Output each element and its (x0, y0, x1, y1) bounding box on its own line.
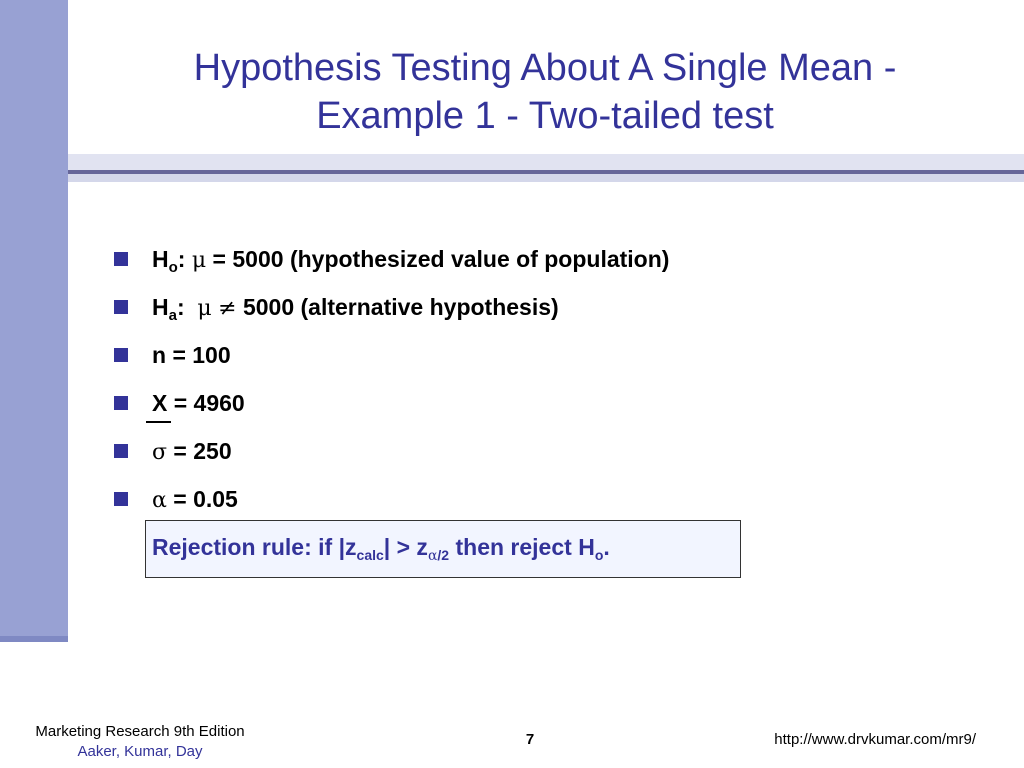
footer-book-title: Marketing Research 9th Edition (35, 723, 245, 740)
h-letter: H (152, 246, 169, 272)
square-bullet-icon (114, 348, 128, 362)
null-hypothesis-text: = 5000 (hypothesized value of population) (206, 246, 670, 272)
bullet-text (152, 240, 669, 280)
colon: : (176, 294, 185, 320)
bullet-text (152, 480, 238, 520)
square-bullet-icon (114, 396, 128, 410)
sample-size-text: n = 100 (152, 342, 231, 368)
sigma-symbol: σ (152, 440, 168, 465)
square-bullet-icon (114, 300, 128, 314)
std-dev-value: = 250 (167, 438, 232, 464)
footer-book-info (20, 722, 260, 762)
rule-prefix: Rejection rule: if |z (152, 534, 357, 560)
rule-period: . (603, 534, 610, 560)
rule-suffix: then reject H (449, 534, 595, 560)
title-divider-light (68, 154, 1024, 170)
title-divider-light-lower (68, 174, 1024, 182)
slide-title (110, 44, 980, 140)
page-number: 7 (525, 731, 535, 748)
footer-authors: Aaker, Kumar, Day (77, 743, 203, 760)
left-decorative-bar (0, 0, 68, 642)
rule-middle: | > z (383, 534, 428, 560)
left-bar-bottom-edge (0, 636, 68, 642)
mu-symbol: μ (197, 296, 212, 321)
subscript-calc: calc (356, 547, 384, 563)
title-line-1: Hypothesis Testing About A Single Mean - (193, 47, 897, 89)
x-bar-symbol: X (152, 384, 167, 422)
rejection-rule-box (145, 520, 741, 578)
alpha-symbol: α (427, 548, 438, 564)
bullet-text (152, 288, 559, 328)
alpha-symbol: α (152, 488, 167, 513)
mu-symbol: μ (191, 248, 207, 273)
footer-url-link[interactable]: http://www.drvkumar.com/mr9/ (774, 731, 976, 748)
subscript-o: o (594, 547, 604, 563)
square-bullet-icon (114, 492, 128, 506)
alpha-value: = 0.05 (166, 486, 238, 512)
square-bullet-icon (114, 252, 128, 266)
alternative-hypothesis-text: 5000 (alternative hypothesis) (242, 294, 559, 320)
h-letter: H (152, 294, 169, 320)
subscript-o: o (168, 259, 178, 276)
bullet-text (152, 432, 232, 472)
half-fraction: /2 (437, 547, 450, 563)
square-bullet-icon (114, 444, 128, 458)
bullet-text (152, 384, 245, 422)
not-equal-symbol: ≠ (218, 296, 237, 321)
subscript-a: a (168, 307, 177, 324)
sample-mean-value: = 4960 (167, 390, 245, 416)
title-line-2: Example 1 - Two-tailed test (316, 95, 774, 137)
subscript-alpha-half (428, 547, 449, 563)
colon: : (177, 246, 186, 272)
